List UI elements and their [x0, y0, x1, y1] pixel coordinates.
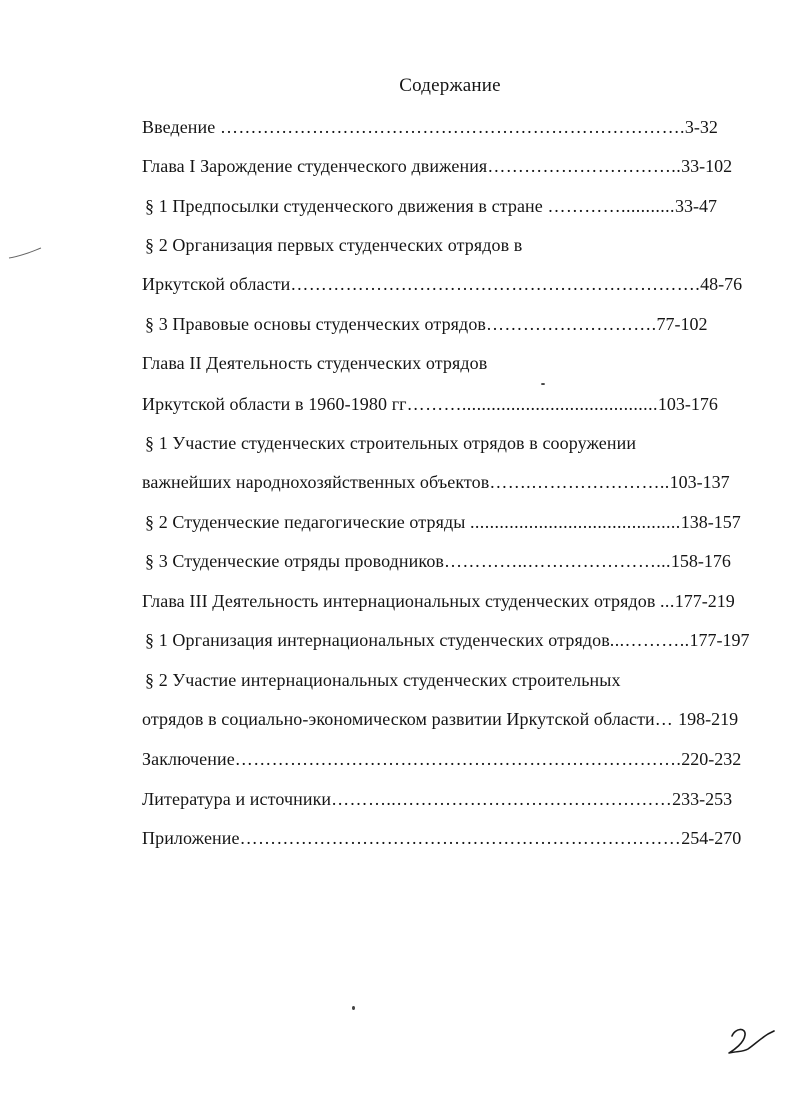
toc-entry	[145, 669, 621, 691]
margin-pencil-mark	[8, 246, 42, 262]
toc-entry	[142, 155, 732, 177]
toc-entry	[142, 273, 742, 295]
toc-page-range: 103-176	[657, 394, 718, 414]
toc-leader-dots: ………………………………………………………………	[239, 828, 682, 848]
toc-entry-label: отрядов в социально-экономическом развитии Иркутской области	[142, 709, 655, 729]
toc-entry-label: Литература и источники	[142, 789, 332, 809]
toc-entry-label: Приложение	[142, 828, 240, 848]
toc-entry	[142, 471, 730, 493]
toc-entry-label: § 1 Предпосылки студенческого движения в стране	[145, 196, 548, 216]
toc-entry-label: важнейших народнохозяйственных объектов	[142, 472, 490, 492]
toc-title: Содержание	[399, 75, 501, 96]
toc-page-range: 33-47	[674, 196, 717, 216]
toc-entry-label: Введение	[142, 117, 220, 137]
toc-entry	[145, 195, 717, 217]
toc-entry-label: Глава I Зарождение студенческого движения	[142, 156, 488, 176]
toc-entry	[142, 827, 741, 849]
toc-entry-label: § 3 Студенческие отряды проводников	[145, 551, 445, 571]
toc-entry-label: Иркутской области в 1960-1980 гг	[142, 394, 407, 414]
toc-page-range: 3-32	[684, 117, 718, 137]
toc-entry-label: § 2 Студенческие педагогические отряды	[145, 512, 470, 532]
toc-leader-dots: …	[654, 709, 679, 729]
toc-entry	[142, 748, 741, 770]
toc-leader-dots: …………..…………………...	[444, 551, 671, 571]
toc-entry	[142, 788, 732, 810]
toc-entry	[142, 352, 487, 374]
toc-page-range: 138-157	[680, 512, 741, 532]
toc-entry-label: Глава III Деятельность интернациональных студенческих отрядов	[142, 591, 661, 611]
toc-entry-label: § 2 Организация первых студенческих отрядов в	[145, 235, 523, 255]
toc-leader-dots: ………………………………………………………………….	[219, 117, 685, 137]
toc-leader-dots: …………………………..	[487, 156, 682, 176]
toc-entry	[145, 234, 522, 256]
scan-speck	[352, 1006, 355, 1010]
toc-page-range: 158-176	[670, 551, 731, 571]
toc-entry	[145, 550, 731, 572]
toc-leader-dots: ...	[660, 591, 675, 611]
toc-entry	[142, 116, 718, 138]
toc-page-range: 198-219	[678, 709, 739, 729]
toc-entry-label: Иркутской области	[142, 274, 291, 294]
toc-entry	[142, 393, 718, 415]
toc-entry	[142, 590, 735, 612]
toc-page-range: 77-102	[656, 314, 708, 334]
toc-page-range: 177-219	[674, 591, 735, 611]
toc-page-range: 103-137	[669, 472, 730, 492]
toc-entry	[145, 313, 708, 335]
toc-entry	[145, 629, 750, 651]
handwritten-page-number	[726, 1022, 776, 1058]
toc-entry-label: § 1 Организация интернациональных студенческих отрядов	[145, 630, 610, 650]
toc-page-range: 33-102	[681, 156, 733, 176]
toc-entry-label: Глава II Деятельность студенческих отрядов	[142, 353, 488, 373]
scan-speck	[541, 383, 545, 385]
toc-page-range: 48-76	[700, 274, 743, 294]
toc-leader-dots: ………........................................	[406, 394, 658, 414]
toc-page-range: 233-253	[672, 789, 733, 809]
toc-page-range: 177-197	[689, 630, 750, 650]
toc-entry-label: § 1 Участие студенческих строительных отрядов в сооружении	[145, 433, 637, 453]
toc-entry	[142, 708, 738, 730]
toc-entry-label: § 2 Участие интернациональных студенческих строительных	[145, 670, 621, 690]
toc-entry	[145, 432, 636, 454]
toc-leader-dots: ...........................................	[470, 512, 681, 532]
toc-leader-dots: ……………………………………………………………….	[234, 749, 682, 769]
toc-leader-dots: ...………..	[609, 630, 690, 650]
toc-entry-label: § 3 Правовые основы студенческих отрядов	[145, 314, 487, 334]
toc-page-range: 220-232	[681, 749, 742, 769]
toc-leader-dots: ………………………………………………………….	[290, 274, 701, 294]
toc-page-range: 254-270	[681, 828, 742, 848]
toc-leader-dots: ………..………………………………………	[331, 789, 673, 809]
toc-leader-dots: ……………………….	[486, 314, 657, 334]
toc-leader-dots: …….…………………..	[489, 472, 670, 492]
toc-entry	[145, 511, 741, 533]
toc-entry-label: Заключение	[142, 749, 235, 769]
toc-leader-dots: …………...........	[547, 196, 675, 216]
